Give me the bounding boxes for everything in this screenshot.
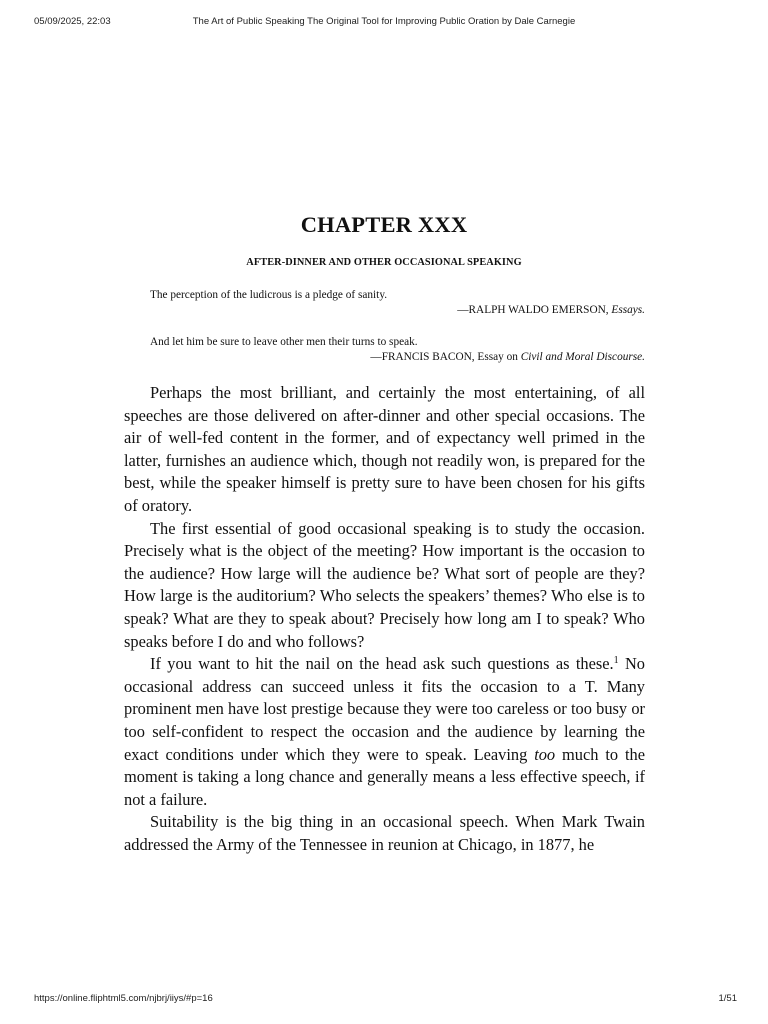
- print-footer: [0, 993, 768, 1007]
- page-count: 1/51: [718, 993, 737, 1004]
- epigraph-author: —FRANCIS BACON, Essay on: [370, 351, 521, 363]
- emphasis-text: too: [534, 744, 556, 764]
- epigraph: [150, 335, 645, 365]
- footnote-marker[interactable]: 1: [613, 655, 619, 667]
- epigraph: [150, 288, 645, 318]
- print-header: [0, 16, 768, 30]
- epigraph-attribution: [150, 350, 645, 365]
- print-date: 05/09/2025, 22:03: [34, 16, 111, 27]
- epigraph-source: Essays.: [611, 304, 645, 316]
- paragraph-text: much to the moment is taking a long chance and generally means a less effective speech, if not a failure.: [124, 744, 645, 809]
- body-paragraph: Suitability is the big thing in an occasional speech. When Mark Twain addressed the Army of the Tennessee in reunion at Chicago, in 1877, he: [124, 812, 645, 854]
- epigraph-quote: The perception of the ludicrous is a pledge of sanity.: [150, 289, 388, 301]
- chapter-body: [124, 382, 645, 856]
- body-paragraph: The first essential of good occasional speaking is to study the occasion. Precisely what is the object of the meeting? How important is the occasion to the audience? How large will the audience be? What sort of people are they? How large is the auditorium? Who selects the speakers’ themes? Who else is to speak? What are they to speak about? Precisely how long am I to speak? Who speaks before I do and who follows?: [124, 518, 645, 651]
- chapter-title: CHAPTER XXX: [300, 212, 468, 237]
- print-url: https://online.fliphtml5.com/njbrj/iiys/#p=16: [34, 993, 213, 1004]
- print-document-title: The Art of Public Speaking The Original Tool for Improving Public Oration by Dale Carnegie: [192, 16, 576, 27]
- chapter-subtitle: AFTER-DINNER AND OTHER OCCASIONAL SPEAKING: [246, 257, 522, 268]
- epigraph-quote: And let him be sure to leave other men their turns to speak.: [150, 336, 418, 348]
- epigraph-source: Civil and Moral Discourse.: [520, 351, 645, 363]
- body-paragraph: [124, 653, 645, 811]
- paragraph-text: No occasional address can succeed unless it fits the occasion to a T. Many prominent men have lost prestige because they were too careless or too busy or too self-confident to respect the occasion and the audience by learning the exact conditions under which they were to speak. Leaving: [124, 654, 645, 764]
- paragraph-text: If you want to hit the nail on the head ask such questions as these.: [150, 654, 614, 674]
- epigraph-author: —RALPH WALDO EMERSON,: [457, 304, 612, 316]
- body-paragraph: Perhaps the most brilliant, and certainly the most entertaining, of all speeches are those delivered on after-dinner and other special occasions. The air of well-fed content in the former, and of expectancy well primed in the latter, furnishes an audience which, though not readily won, is prepared for the best, while the speaker himself is pretty sure to have been chosen for his gifts of oratory.: [124, 383, 645, 515]
- epigraph-attribution: [150, 303, 645, 318]
